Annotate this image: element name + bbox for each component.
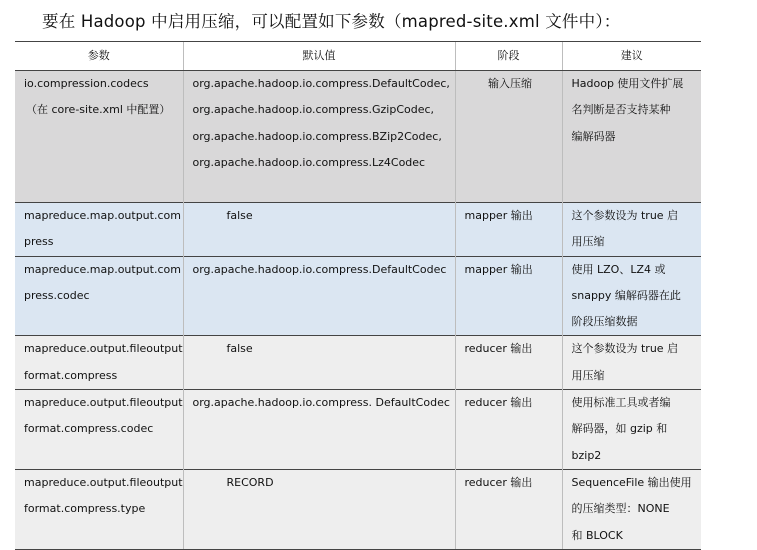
stage-cell: [455, 256, 562, 336]
table-row: [15, 256, 701, 336]
table-row: [15, 390, 701, 470]
advice-line: snappy 编解码器在此: [571, 288, 681, 302]
default-cell: [183, 256, 455, 336]
advice-line: 解码器，如 gzip 和: [571, 422, 668, 436]
advice-cell: [562, 256, 701, 336]
param-cell: [15, 203, 183, 257]
default-line: org.apache.hadoop.io.compress.DefaultCodec: [192, 262, 447, 276]
default-line: org.apache.hadoop.io.compress.DefaultCodec,: [192, 77, 450, 90]
advice-cell: [562, 203, 701, 257]
table-row: [15, 336, 701, 390]
stage-cell: [455, 203, 562, 257]
advice-line: 和 BLOCK: [571, 528, 623, 542]
param-line: io.compression.codecs: [24, 77, 149, 90]
param-line: mapreduce.output.fileoutput: [24, 396, 183, 410]
header-default: 默认值: [183, 42, 455, 71]
default-line: false: [226, 209, 253, 222]
param-line: format.compress: [24, 368, 118, 382]
default-cell: [183, 390, 455, 470]
table-header-row: [15, 42, 701, 71]
advice-cell: [562, 71, 701, 203]
advice-line: 的压缩类型：NONE: [571, 502, 670, 516]
advice-line: 名判断是否支持某种: [571, 103, 671, 117]
stage-text: 输入压缩: [488, 77, 532, 90]
advice-line: 阶段压缩数据: [571, 315, 638, 329]
default-cell: [183, 71, 455, 203]
stage-text: reducer 输出: [464, 475, 533, 489]
default-cell: [183, 469, 455, 549]
stage-cell: [455, 469, 562, 549]
param-cell: [15, 390, 183, 470]
stage-text: reducer 输出: [464, 396, 533, 410]
param-line: mapreduce.output.fileoutput: [24, 475, 183, 489]
default-line: false: [226, 342, 253, 356]
default-line: org.apache.hadoop.io.compress.BZip2Codec,: [192, 129, 442, 143]
header-stage: 阶段: [455, 42, 562, 71]
advice-line: 这个参数设为 true 启: [571, 342, 679, 356]
default-line: RECORD: [226, 475, 274, 489]
param-line: mapreduce.output.fileoutput: [24, 342, 183, 356]
advice-line: bzip2: [571, 448, 602, 462]
table-row: [15, 469, 701, 549]
param-cell: [15, 336, 183, 390]
stage-text: reducer 输出: [464, 342, 533, 356]
advice-cell: [562, 390, 701, 470]
stage-text: mapper 输出: [464, 262, 533, 276]
advice-line: 用压缩: [571, 235, 605, 249]
default-cell: [183, 203, 455, 257]
table-row: [15, 71, 701, 203]
stage-cell: [455, 336, 562, 390]
param-line: mapreduce.map.output.com: [24, 262, 181, 276]
header-advice: 建议: [562, 42, 701, 71]
table-row: [15, 203, 701, 257]
param-line: press: [24, 235, 54, 249]
param-line: press.codec: [24, 288, 90, 302]
advice-line: 编解码器: [571, 129, 616, 143]
param-line: format.compress.type: [24, 502, 146, 516]
default-cell: [183, 336, 455, 390]
page-heading: 要在 Hadoop 中启用压缩，可以配置如下参数（mapred-site.xml 文件中）：: [42, 12, 621, 31]
stage-text: mapper 输出: [464, 209, 533, 222]
advice-line: SequenceFile 输出使用: [571, 475, 692, 489]
default-line: org.apache.hadoop.io.compress. DefaultCodec: [192, 396, 450, 410]
param-cell: [15, 469, 183, 549]
advice-line: 用压缩: [571, 368, 605, 382]
param-cell: [15, 71, 183, 203]
advice-cell: [562, 469, 701, 549]
advice-line: 这个参数设为 true 启: [571, 209, 679, 222]
default-line: org.apache.hadoop.io.compress.Lz4Codec: [192, 155, 426, 169]
advice-line: 使用 LZO、LZ4 或: [571, 262, 666, 276]
param-line: format.compress.codec: [24, 422, 154, 436]
stage-cell: [455, 390, 562, 470]
header-param: 参数: [15, 42, 183, 71]
advice-cell: [562, 336, 701, 390]
param-line: （在 core-site.xml 中配置）: [26, 103, 171, 117]
param-line: mapreduce.map.output.com: [24, 209, 181, 222]
compression-params-table: [15, 41, 701, 550]
param-cell: [15, 256, 183, 336]
stage-cell: [455, 71, 562, 203]
advice-line: 使用标准工具或者编: [571, 396, 671, 410]
advice-line: Hadoop 使用文件扩展: [571, 77, 684, 90]
default-line: org.apache.hadoop.io.compress.GzipCodec,: [192, 103, 435, 117]
